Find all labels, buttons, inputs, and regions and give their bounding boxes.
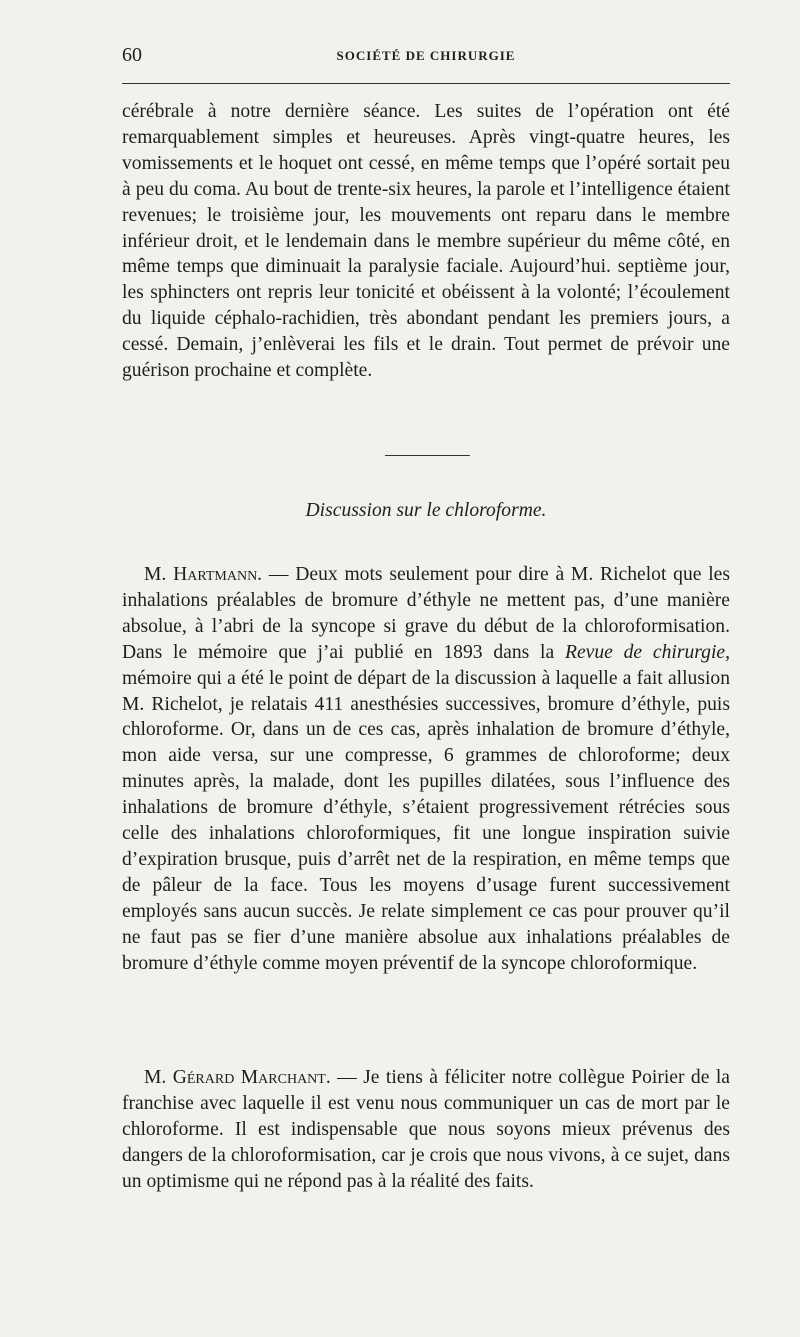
journal-title: Revue de chirurgie, [564, 641, 730, 663]
paragraph-hartmann [122, 562, 730, 977]
speaker-hartmann: M. Hartmann. [144, 564, 263, 585]
marchant-text: — Je tiens à féliciter notre collègue Poirier de la franchise avec laquelle il est venu nous communiquer un cas de mort par le chloroforme. Il est indispensable que nous soyons mieux prévenus des dangers de la chloroformisation, car je crois que nous vivons, à ce sujet, dans un optimisme qui ne répond pas à la réalité des faits. [122, 1067, 730, 1192]
section-heading: Discussion sur le chloroforme. [305, 500, 547, 521]
page-header [122, 44, 730, 74]
paragraph-marchant [122, 1065, 730, 1195]
page-number: 60 [122, 44, 142, 66]
hartmann-text-before: — Deux mots seulement pour dire à M. Richelot que les inhalations préalables de bromure d’éthyle ne mettent pas, d’une manière absolue, à l’abri de la syncope si grave du début de la chloroformisation. Dans le mémoire que j’ai publié en 1893 dans la [122, 564, 730, 663]
hartmann-text-after: mémoire qui a été le point de départ de la discussion à laquelle a fait allusion M. Richelot, je relatais 411 anesthésies successives, bromure d’éthyle, puis chloroforme. Or, dans un de ces cas, après inhalation de bromure d’éthyle, mon aide versa, sur une compresse, 6 grammes de chloroforme; deux minutes après, la malade, dont les pupilles dilatées, sous l’influence des inhalations de bromure d’éthyle, s’étaient progressivement rétrécies sous celle des inhalations chloroformiques, fit une longue inspiration suivie d’expiration brusque, puis d’arrêt net de la respiration, en même temps que de pâleur de la face. Tous les moyens d’usage furent successivement employés sans aucun succès. Je relate simplement ce cas pour prouver qu’il ne faut pas se fier d’une manière absolue aux inhalations préalables de bromure d’éthyle comme moyen préventif de la syncope chloroformique. [122, 667, 730, 974]
speaker-marchant: M. Gérard Marchant. [144, 1067, 331, 1088]
running-title: SOCIÉTÉ DE CHIRURGIE [336, 48, 516, 63]
paragraph-continuation: cérébrale à notre dernière séance. Les suites de l’opération ont été remarquablement simples et heureuses. Après vingt-quatre heures, les vomissements et le hoquet ont cessé, en même temps que l’opéré sortait peu à peu du coma. Au bout de trente-six heures, la parole et l’intelligence étaient revenues; le troisième jour, les mouvements ont reparu dans le membre inférieur droit, et le lendemain dans le membre supérieur du même côté, en même temps que diminuait la paralysie faciale. Aujourd’hui. septième jour, les sphincters ont repris leur tonicité et obéissent à la volonté; l’écoulement du liquide céphalo-rachidien, très abondant pendant les premiers jours, a cessé. Demain, j’enlèverai les fils et le drain. Tout permet de prévoir une guérison prochaine et complète. [122, 101, 730, 382]
header-rule [122, 83, 730, 84]
section-divider [385, 455, 470, 456]
